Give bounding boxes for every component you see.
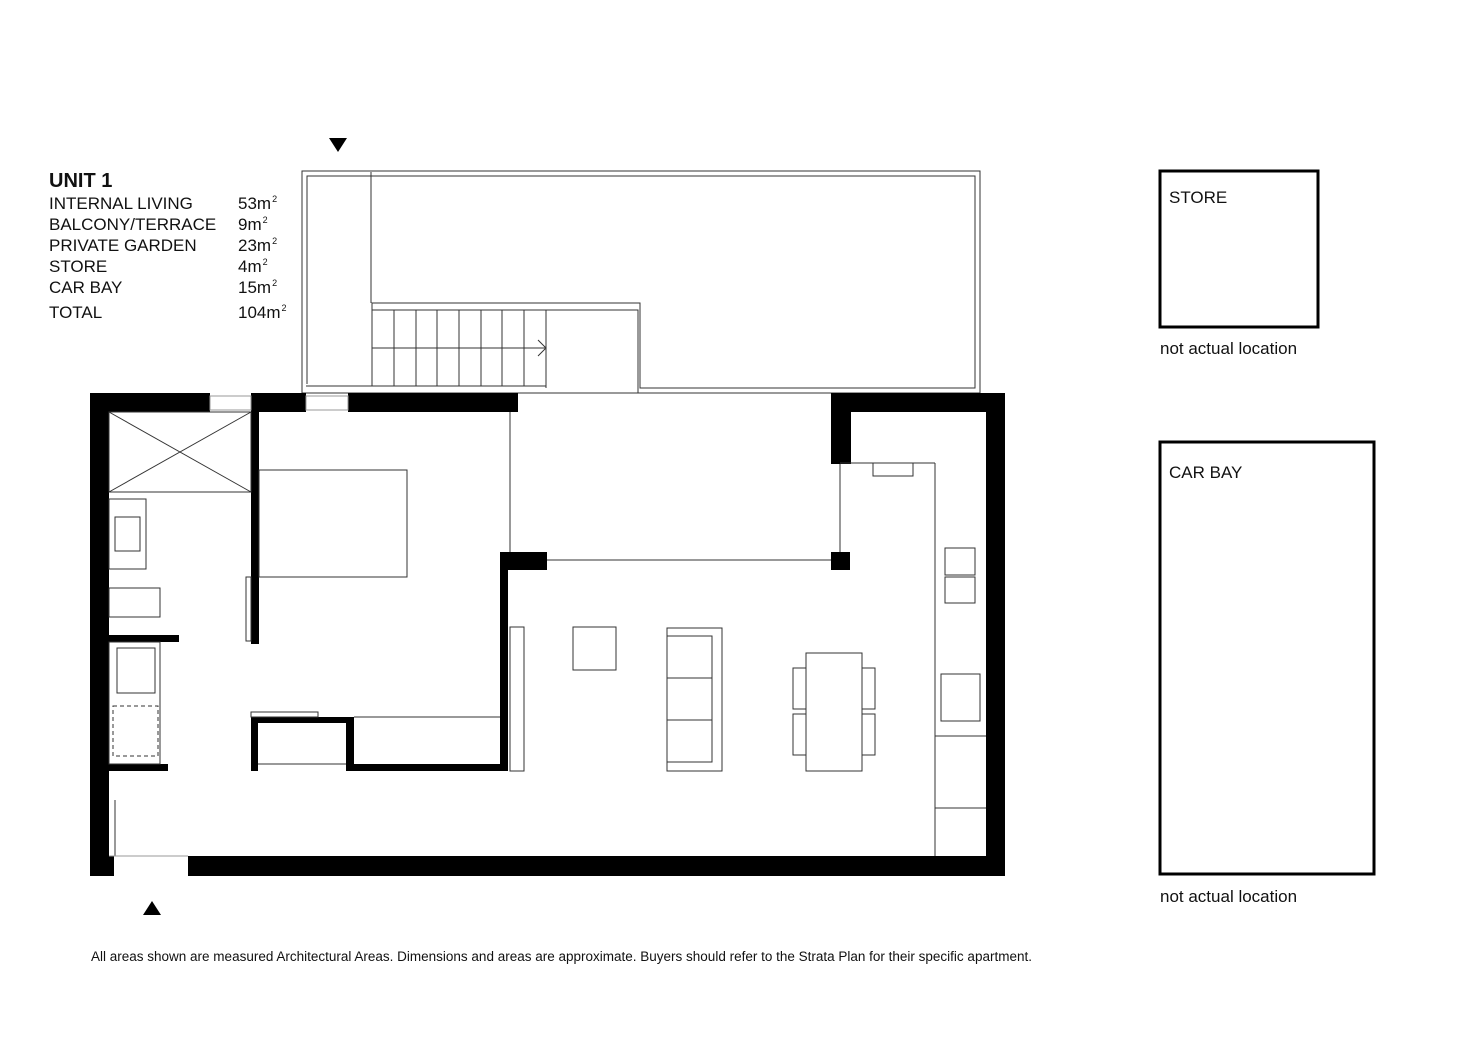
car-bay-box	[1160, 442, 1374, 874]
tv-unit	[510, 627, 524, 771]
unit-title: UNIT 1	[49, 170, 113, 192]
area-value-total: $104m^2$	[238, 303, 287, 322]
area-value-car-bay: $15m^2$	[238, 278, 278, 297]
robe-door	[251, 712, 318, 717]
area-value-balcony: $9m^2$	[238, 215, 268, 234]
sofa	[667, 628, 722, 771]
disclaimer-text: All areas shown are measured Architectural Areas. Dimensions and areas are approximate. Buyers should refer to the Strata Plan for their specific apartment.	[91, 949, 1032, 964]
walls	[90, 393, 1005, 876]
area-label-store: STORE	[49, 257, 108, 276]
kitchen-fixtures	[873, 463, 980, 721]
car-bay-box-note: not actual location	[1160, 887, 1298, 906]
private-garden-outline	[302, 171, 980, 393]
area-label-internal-living: INTERNAL LIVING	[49, 194, 193, 213]
store-box-label: STORE	[1169, 188, 1228, 207]
area-label-private-garden: PRIVATE GARDEN	[49, 236, 197, 255]
area-value-store: $4m^2$	[238, 257, 268, 276]
car-bay-box-label: CAR BAY	[1169, 463, 1243, 482]
area-value-private-garden: $23m^2$	[238, 236, 278, 255]
shower	[109, 412, 251, 492]
area-label-car-bay: CAR BAY	[49, 278, 123, 297]
area-value-internal-living: $53m^2$	[238, 194, 278, 213]
dining-table	[793, 653, 875, 771]
bedroom-door	[246, 577, 251, 641]
entry-arrow-bottom	[143, 901, 161, 915]
coffee-table	[573, 627, 616, 670]
store-box-note: not actual location	[1160, 339, 1298, 358]
area-label-balcony: BALCONY/TERRACE	[49, 215, 217, 234]
stairs	[372, 310, 546, 386]
entry-arrow-top	[329, 138, 347, 152]
bed	[259, 470, 407, 577]
interior-lines	[210, 396, 986, 856]
bathroom-fixtures	[109, 499, 188, 856]
area-label-total: TOTAL	[49, 303, 103, 322]
